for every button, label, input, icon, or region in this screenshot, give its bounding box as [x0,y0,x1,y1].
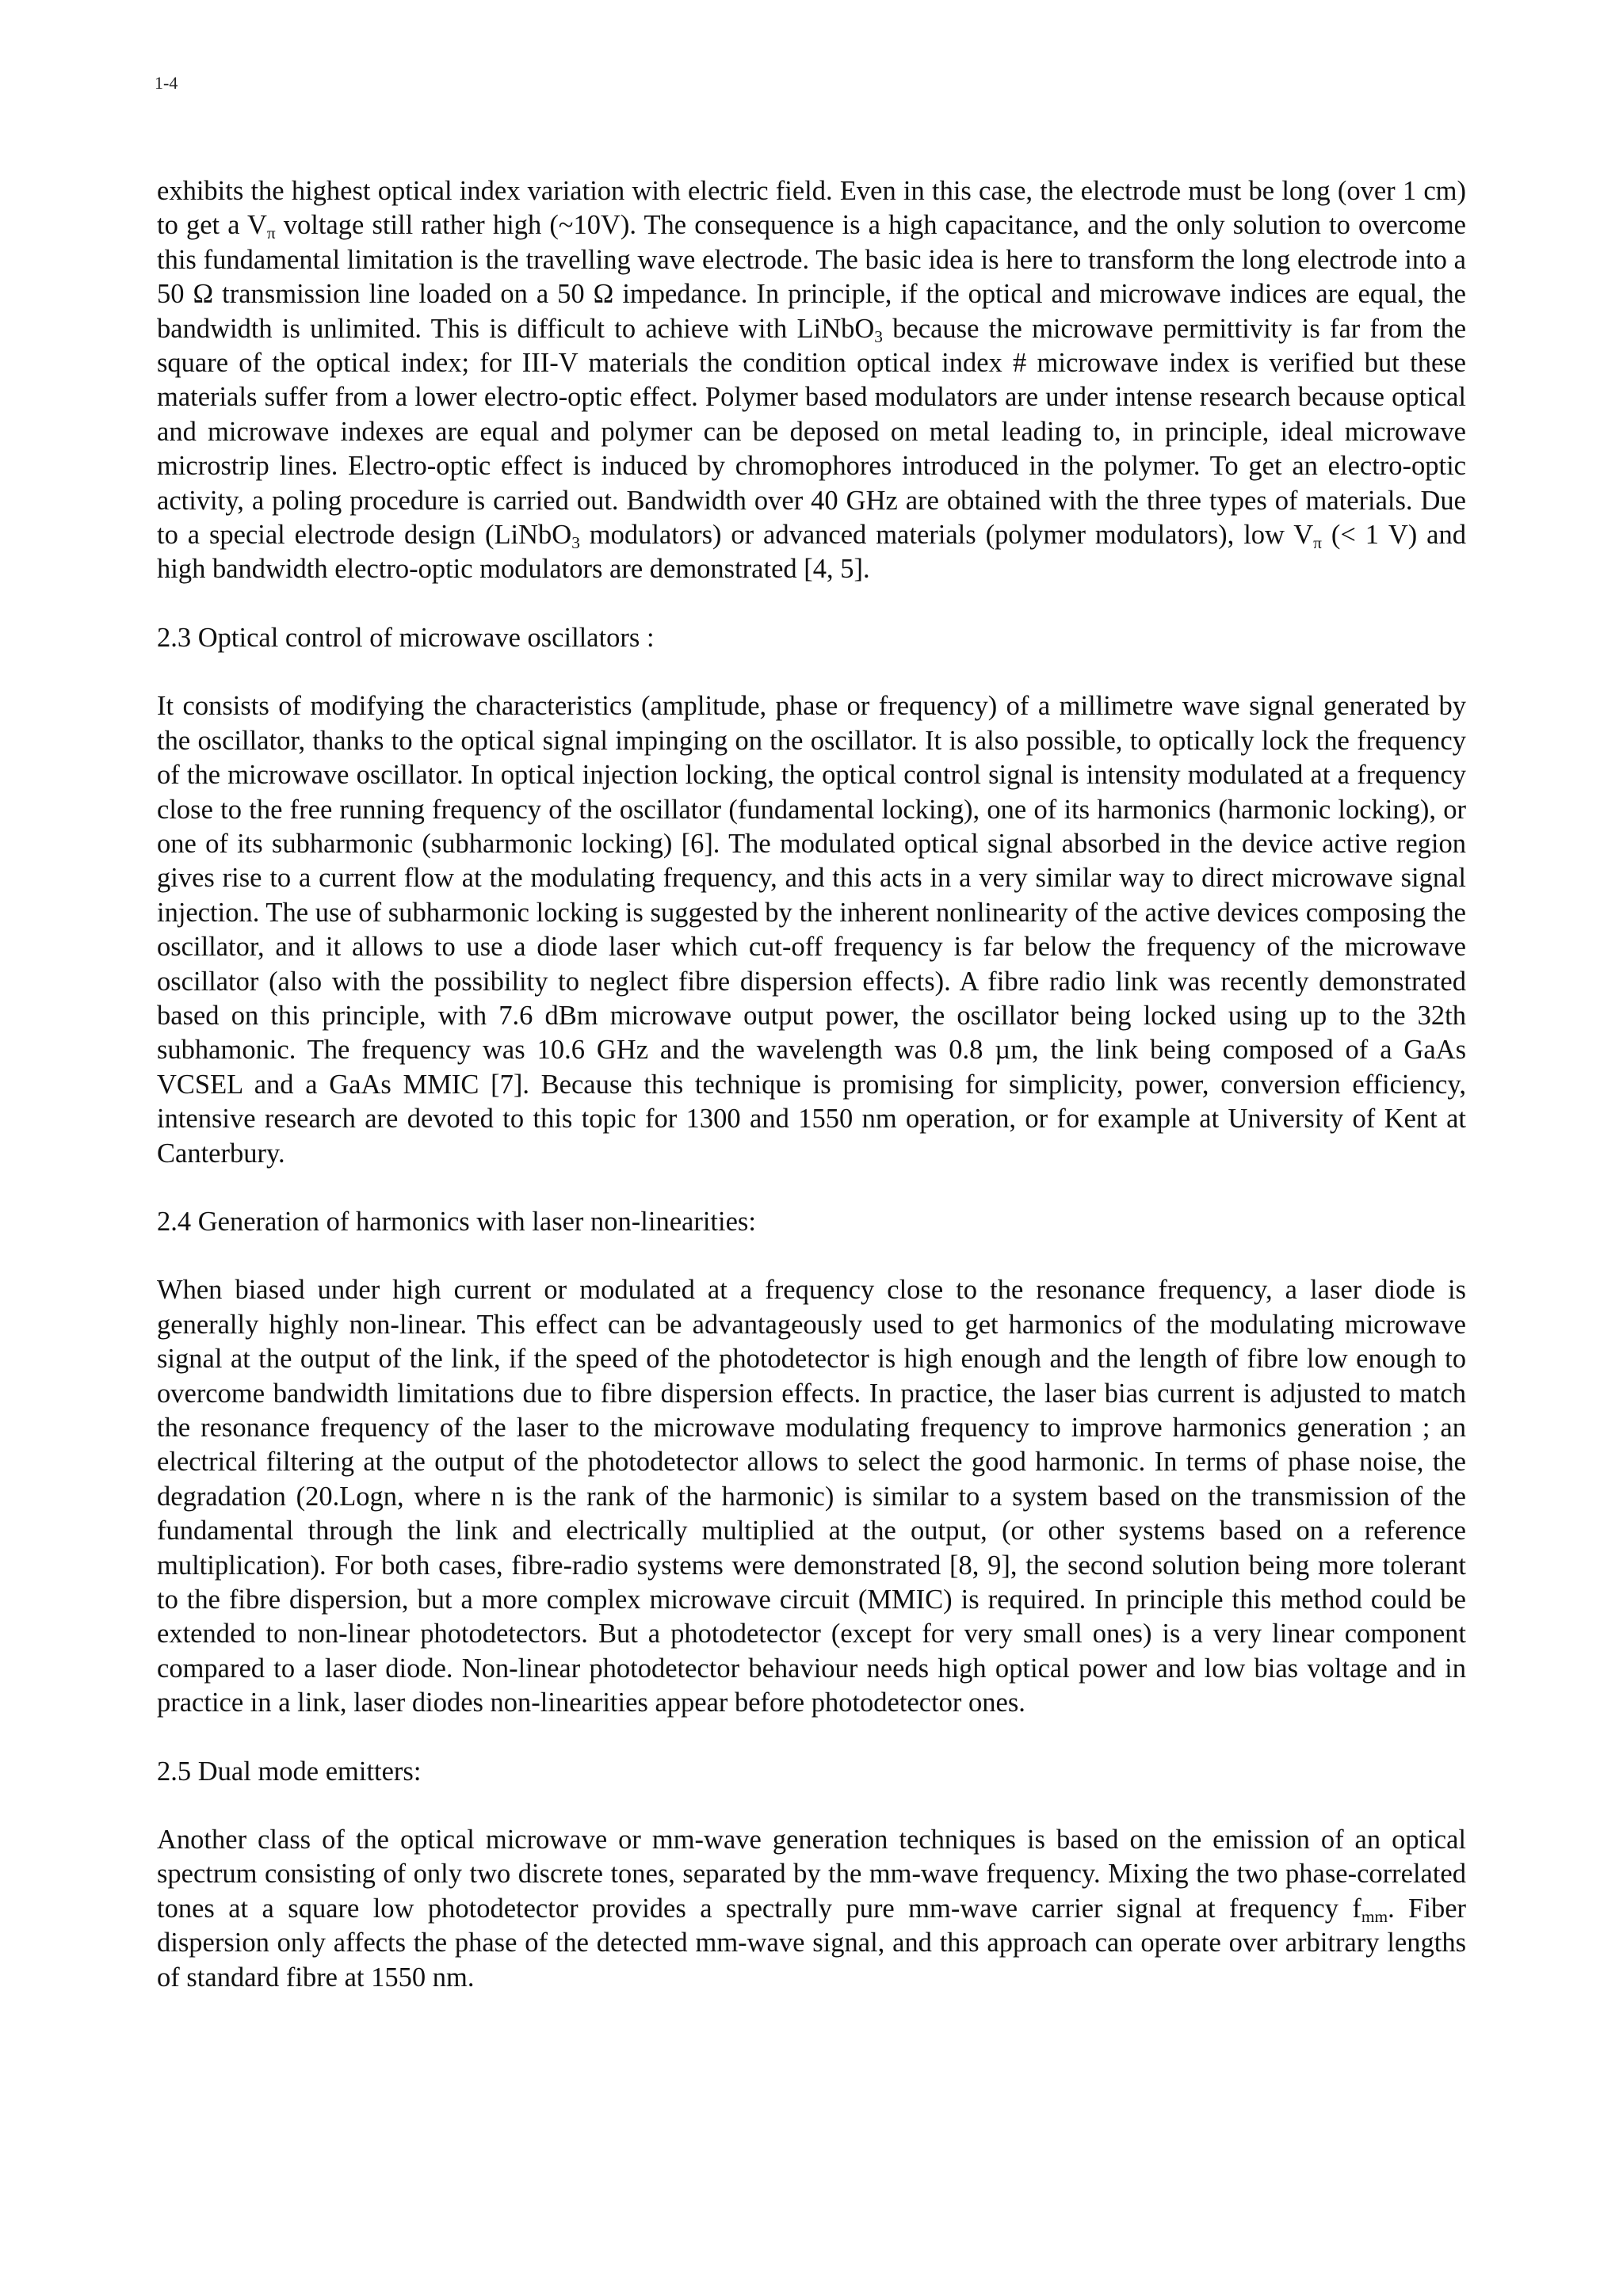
document-body [157,174,1466,1995]
v-pi-subscript: π [1313,533,1322,553]
linbo3-subscript: 3 [874,326,883,346]
linbo3-subscript: 3 [571,533,580,553]
intro-text-3: because the microwave permittivity is far from the square of the optical index; for III-V materials the condition optical index # microwave index is verified but these materials suffer from a lower electro-optic effect. Polymer based modulators are under intense research because optical and microwave indexes are equal and polymer can be deposed on metal leading to, in principle, ideal microwave microstrip lines. Electro-optic effect is induced by chromophores introduced in the polymer. To get an electro-optic activity, a poling procedure is carried out. Bandwidth over 40 GHz are obtained with the three types of materials. Due to a special electrode design (LiNbO [157,313,1467,551]
section-paragraph-2-4: When biased under high current or modulated at a frequency close to the resonance frequency, a laser diode is generally highly non-linear. This effect can be advantageously used to get harmonics of the modulating microwave signal at the output of the link, if the speed of the photodetector is high enough and the length of fibre low enough to overcome bandwidth limitations due to fibre dispersion effects. In practice, the laser bias current is adjusted to match the resonance frequency of the laser to the microwave modulating frequency to improve harmonics generation ; an electrical filtering at the output of the photodetector allows to select the good harmonic. In terms of phase noise, the degradation (20.Logn, where n is the rank of the harmonic) is similar to a system based on the transmission of the fundamental through the link and electrically multiplied at the output, (or other systems based on a reference multiplication). For both cases, fibre-radio systems were demonstrated [8, 9], the second solution being more tolerant to the fibre dispersion, but a more complex microwave circuit (MMIC) is required. In principle this method could be extended to non-linear photodetectors. But a photodetector (except for very small ones) is a very linear component compared to a laser diode. Non-linear photodetector behaviour needs high optical power and low bias voltage and in practice in a link, laser diodes non-linearities appear before photodetector ones. [157,1275,1466,1718]
v-pi-subscript: π [266,223,276,243]
fmm-subscript: mm [1361,1906,1388,1926]
page-number: 1-4 [155,73,178,93]
section-heading-2-5: 2.5 Dual mode emitters: [157,1756,422,1787]
section-paragraph-2-5 [157,1823,1466,1995]
intro-text-1: exhibits the highest optical index variation with electric field. Even in this case, the electrode must be long (over 1 cm) to get a V [157,176,1466,241]
intro-paragraph [157,174,1466,587]
section-2-5-text-1: Another class of the optical microwave or mm-wave generation techniques is based on the emission of an optical spectrum consisting of only two discrete tones, separated by the mm-wave frequency. Mixing the two phase-correlated tones at a square low photodetector provides a spectrally pure mm-wave carrier signal at frequency f [157,1825,1466,1924]
intro-text-4: modulators) or advanced materials (polymer modulators), low V [579,520,1314,551]
section-heading-2-4: 2.4 Generation of harmonics with laser non-linearities: [157,1206,756,1237]
section-2-5-text-2: . Fiber dispersion only affects the phase of the detected mm-wave signal, and this approach can operate over arbitrary lengths of standard fibre at 1550 nm. [157,1893,1467,1993]
section-heading-2-3: 2.3 Optical control of microwave oscillators : [157,622,655,653]
intro-text-2: voltage still rather high (~10V). The consequence is a high capacitance, and the only solution to overcome this fundamental limitation is the travelling wave electrode. The basic idea is here to transform the long electrode into a 50 Ω transmission line loaded on a 50 Ω impedance. In principle, if the optical and microwave indices are equal, the bandwidth is unlimited. This is difficult to achieve with LiNbO [157,210,1466,344]
section-paragraph-2-3: It consists of modifying the characteristics (amplitude, phase or frequency) of a millimetre wave signal generated by the oscillator, thanks to the optical signal impinging on the oscillator. It is also possible, to optically lock the frequency of the microwave oscillator. In optical injection locking, the optical control signal is intensity modulated at a frequency close to the free running frequency of the oscillator (fundamental locking), one of its harmonics (harmonic locking), or one of its subharmonic (subharmonic locking) [6]. The modulated optical signal absorbed in the device active region gives rise to a current flow at the modulating frequency, and this acts in a very similar way to direct microwave signal injection. The use of subharmonic locking is suggested by the inherent nonlinearity of the active devices composing the oscillator, and it allows to use a diode laser which cut-off frequency is far below the frequency of the microwave oscillator (also with the possibility to neglect fibre dispersion effects). A fibre radio link was recently demonstrated based on this principle, with 7.6 dBm microwave output power, the oscillator being locked using up to the 32th subhamonic. The frequency was 10.6 GHz and the wavelength was 0.8 µm, the link being composed of a GaAs VCSEL and a GaAs MMIC [7]. Because this technique is promising for simplicity, power, conversion efficiency, intensive research are devoted to this topic for 1300 and 1550 nm operation, or for example at University of Kent at Canterbury. [157,691,1466,1169]
intro-text-5: (< 1 V) and high bandwidth electro-optic modulators are demonstrated [4, 5]. [157,520,1466,585]
